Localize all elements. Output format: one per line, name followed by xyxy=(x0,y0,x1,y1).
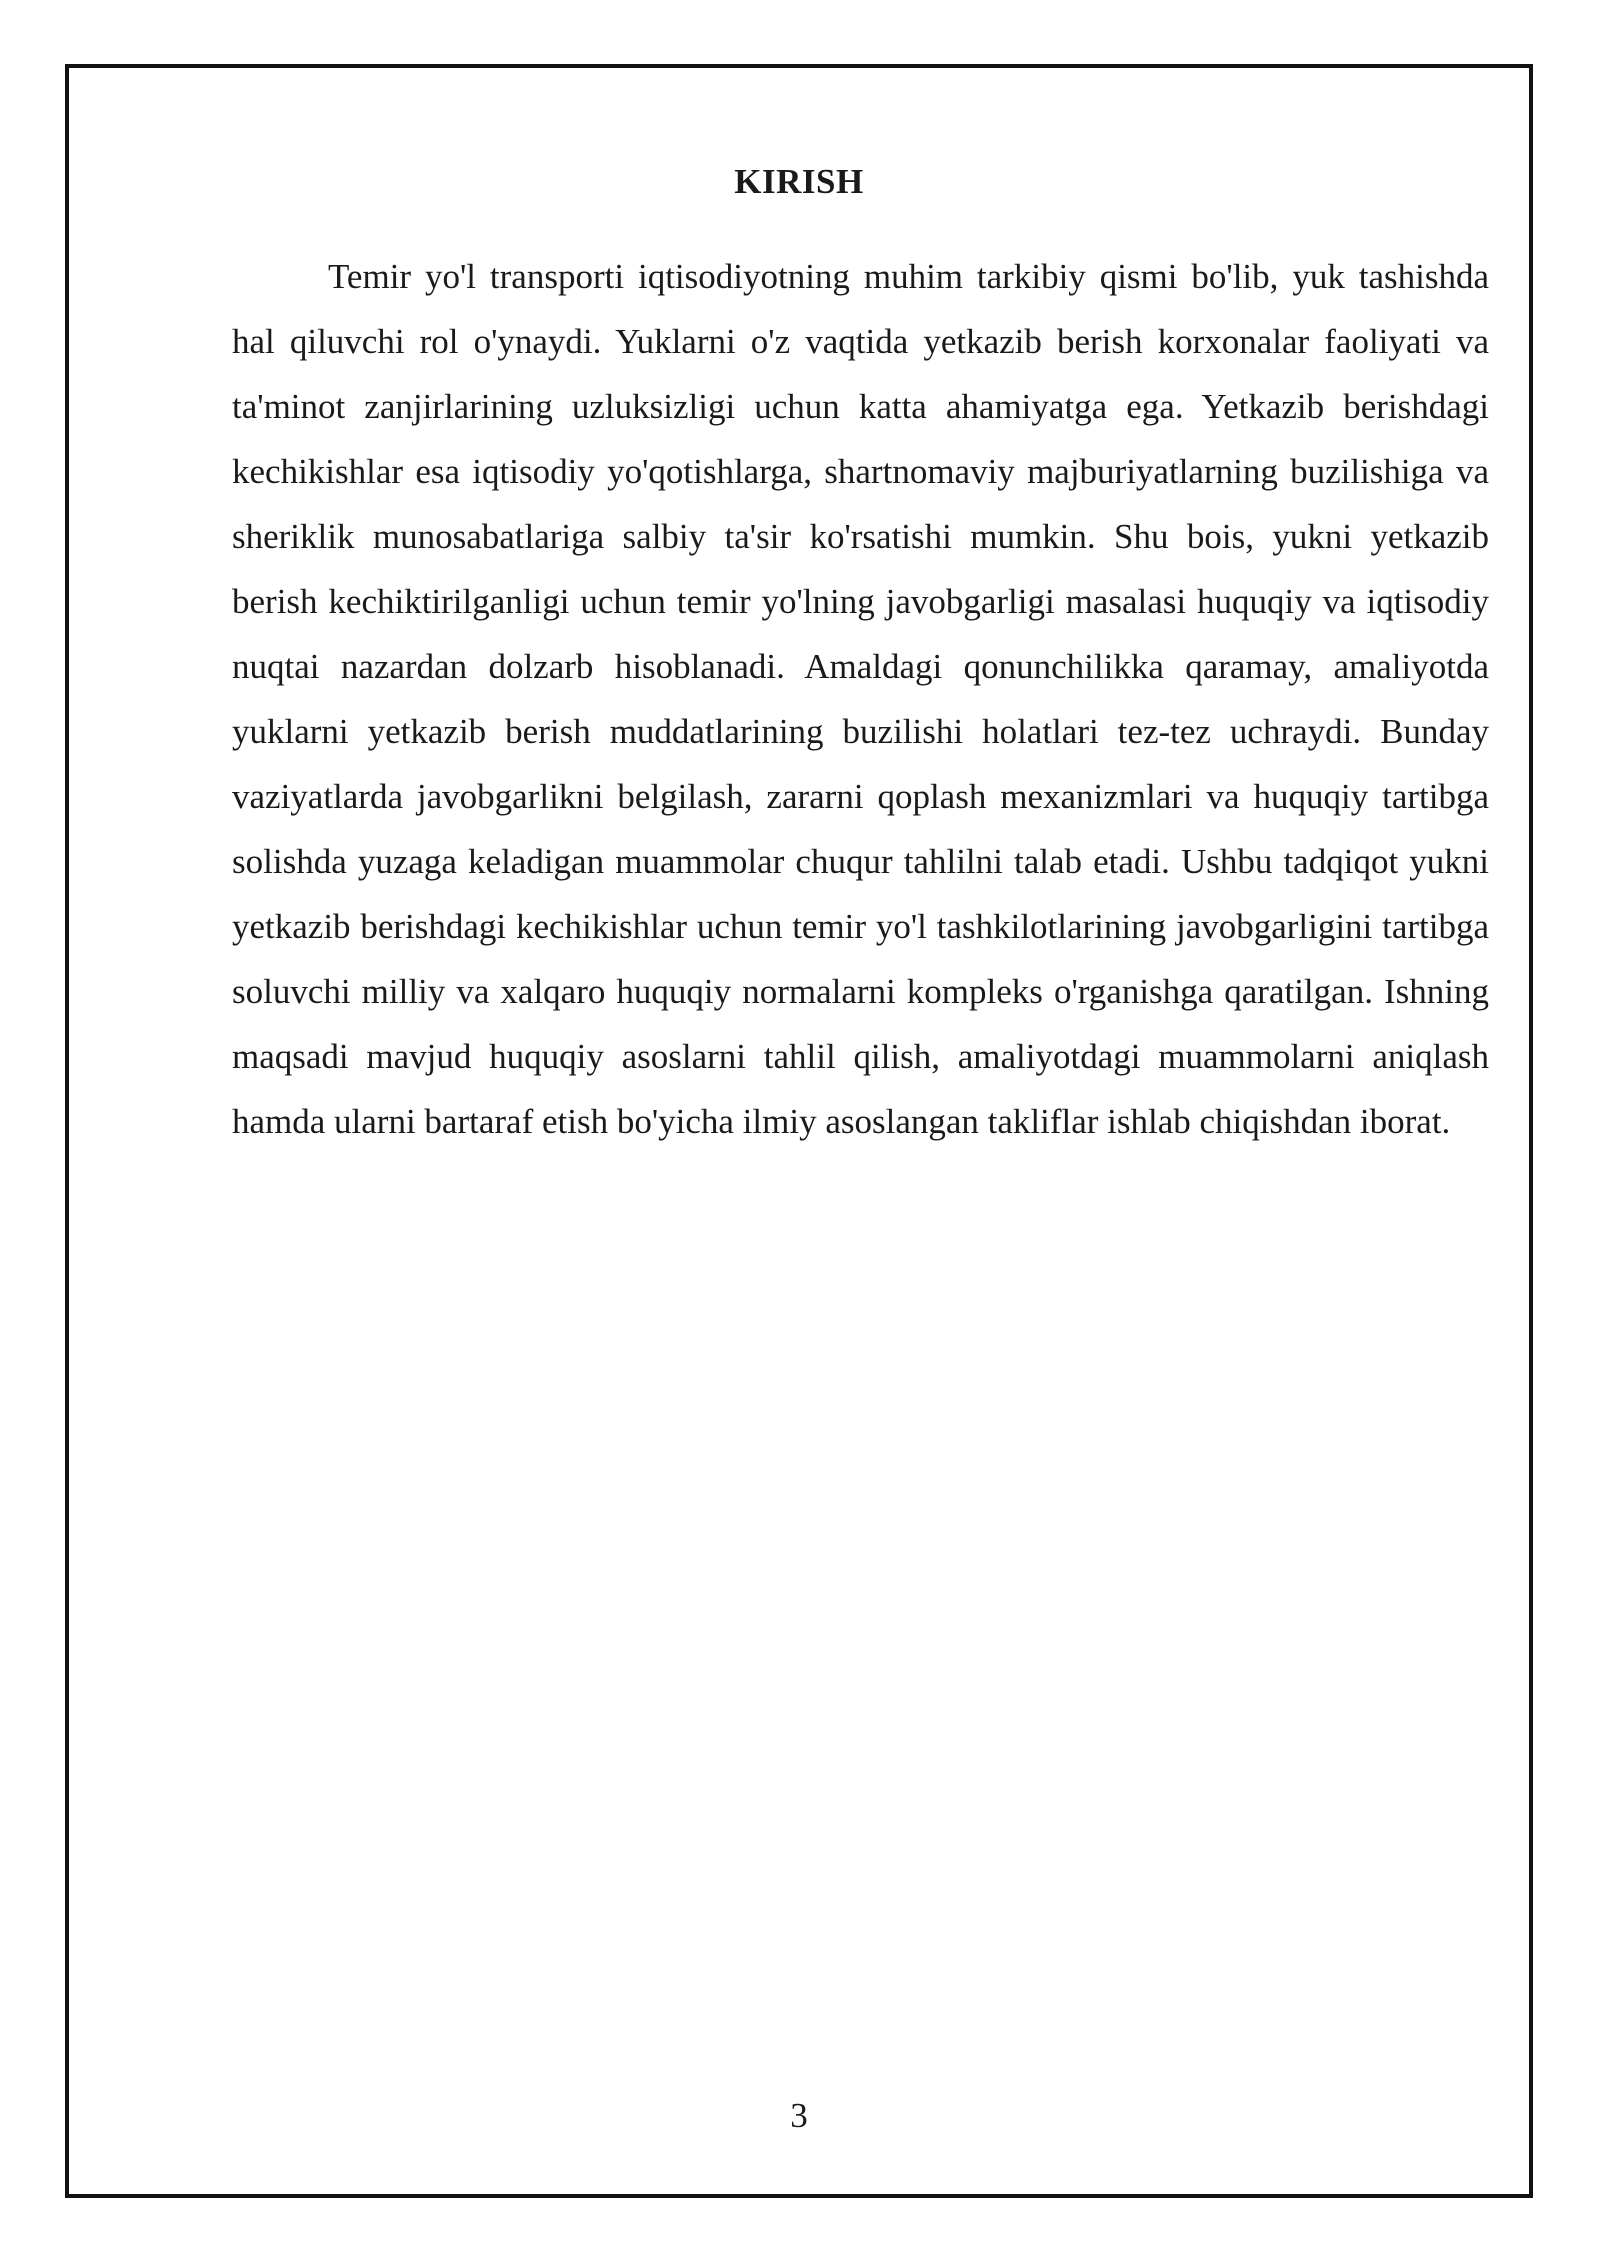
page-border-frame xyxy=(65,64,1533,2198)
body-paragraph: Temir yo'l transporti iqtisodiyotning muhim tarkibiy qismi bo'lib, yuk tashishda hal qiluvchi rol o'ynaydi. Yuklarni o'z vaqtida yetkazib berish korxonalar faoliyati va ta'minot zanjirlarining uzluksizligi uchun katta ahamiyatga ega. Yetkazib berishdagi kechikishlar esa iqtisodiy yo'qotishlarga, shartnomaviy majburiyatlarning buzilishiga va sheriklik munosabatlariga salbiy ta'sir ko'rsatishi mumkin. Shu bois, yukni yetkazib berish kechiktirilganligi uchun temir yo'lning javobgarligi masalasi huquqiy va iqtisodiy nuqtai nazardan dolzarb hisoblanadi. Amaldagi qonunchilikka qaramay, amaliyotda yuklarni yetkazib berish muddatlarining buzilishi holatlari tez-tez uchraydi. Bunday vaziyatlarda javobgarlikni belgilash, zararni qoplash mexanizmlari va huquqiy tartibga solishda yuzaga keladigan muammolar chuqur tahlilni talab etadi. Ushbu tadqiqot yukni yetkazib berishdagi kechikishlar uchun temir yo'l tashkilotlarining javobgarligini tartibga soluvchi milliy va xalqaro huquqiy normalarni kompleks o'rganishga qaratilgan. Ishning maqsadi mavjud huquqiy asoslarni tahlil qilish, amaliyotdagi muammolarni aniqlash hamda ularni bartaraf etish bo'yicha ilmiy asoslangan takliflar ishlab chiqishdan iborat. xyxy=(232,257,1489,1141)
page-title: KIRISH xyxy=(734,162,864,201)
page-number: 3 xyxy=(790,2096,808,2135)
